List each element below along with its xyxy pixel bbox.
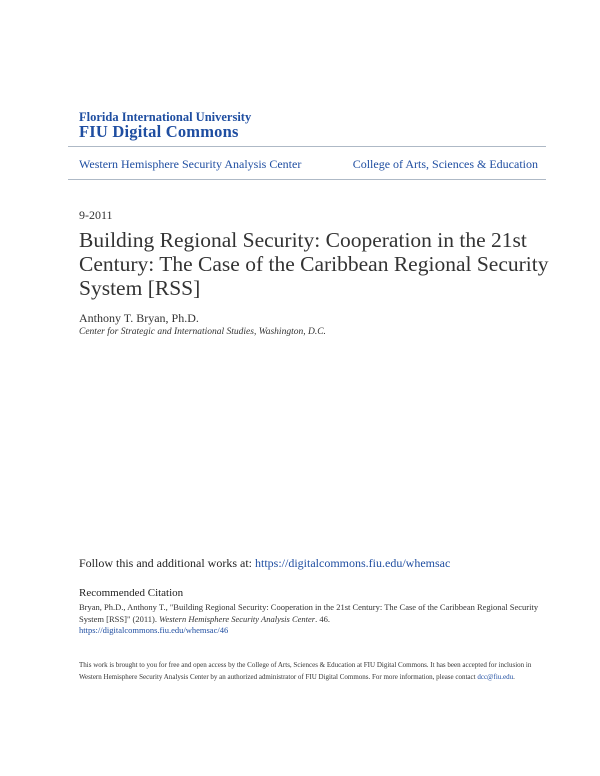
follow-line bbox=[79, 556, 450, 571]
repository-name[interactable]: FIU Digital Commons bbox=[79, 122, 239, 141]
article-title: Building Regional Security: Cooperation in the 21st Century: The Case of the Caribbean Regional Security System [RSS] bbox=[79, 228, 549, 300]
author-affiliation: Center for Strategic and International Studies, Washington, D.C. bbox=[79, 327, 326, 337]
recommended-citation-heading: Recommended Citation bbox=[79, 587, 184, 599]
access-notice bbox=[79, 660, 539, 683]
citation-body: Bryan, Ph.D., Anthony T., "Building Regional Security: Cooperation in the 21st Century: The Case of the Caribbean Regional Security System [RSS]" (2011). bbox=[79, 602, 539, 624]
series-link-whemsac[interactable]: Western Hemisphere Security Analysis Center bbox=[79, 157, 302, 171]
citation-text bbox=[79, 602, 539, 637]
header-divider-top bbox=[68, 146, 546, 147]
college-link[interactable]: College of Arts, Sciences & Education bbox=[352, 157, 538, 171]
publication-date: 9-2011 bbox=[79, 208, 113, 222]
notice-text: This work is brought to you for free and open access by the College of Arts, Sciences & Education at FIU Digital Commons. It has been accepted for inclusion in Western Hemisphere Security Analysis Center by an authorized administrator of FIU Digital Commons. For more information, please contact bbox=[79, 661, 532, 681]
university-name[interactable]: Florida International University bbox=[79, 110, 252, 124]
citation-journal: Western Hemisphere Security Analysis Center bbox=[159, 613, 316, 624]
notice-end: . bbox=[513, 672, 515, 681]
follow-url-link[interactable]: https://digitalcommons.fiu.edu/whemsac bbox=[255, 556, 451, 570]
follow-label: Follow this and additional works at: bbox=[79, 556, 255, 570]
contact-email-link[interactable]: dcc@fiu.edu bbox=[477, 672, 514, 681]
citation-url-link[interactable]: https://digitalcommons.fiu.edu/whemsac/46 bbox=[79, 625, 229, 635]
citation-number: . 46. bbox=[315, 613, 330, 624]
author-name: Anthony T. Bryan, Ph.D. bbox=[79, 311, 199, 325]
header-divider-bottom bbox=[68, 179, 546, 180]
